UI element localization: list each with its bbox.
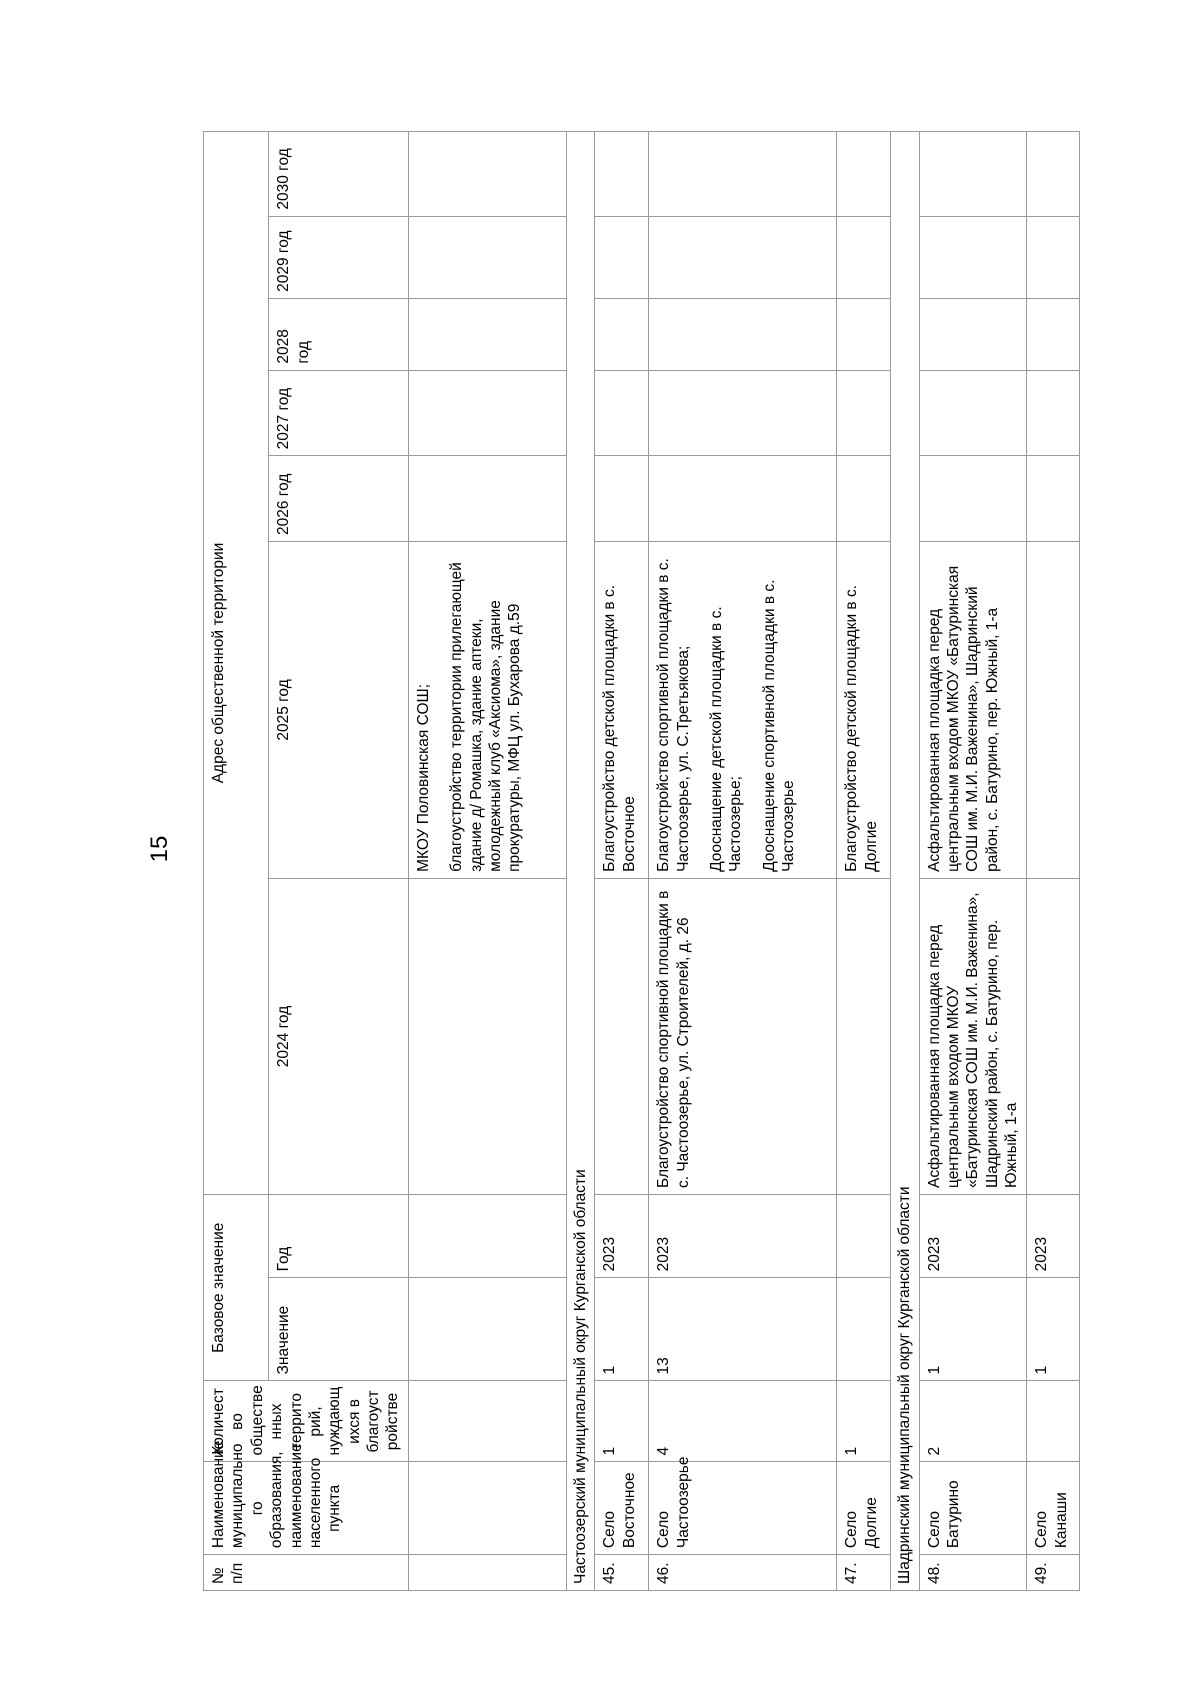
intro-2025-text: благоустройство территории прилегающей здание д/ Ромашка, здание аптеки, молодежный клуб «Аксиома», здание прокуратуры, МФЦ ул. Бухарова д.59 xyxy=(448,562,524,872)
header-num: № п/п xyxy=(204,1555,409,1591)
row-num: 48. xyxy=(919,1555,1027,1591)
row-2025-text: Дооснащение детской площадки в с. Частоозерье; xyxy=(707,606,745,872)
header-year-2026: 2026 год xyxy=(269,456,408,542)
row-2025 xyxy=(1027,541,1080,878)
row-count: 4 xyxy=(649,1381,837,1462)
row-2024 xyxy=(649,878,837,1194)
row-base-value: 1 xyxy=(1027,1278,1080,1381)
row-2025-text: Благоустройство спортивной площадки в с. Частоозерье, ул. С.Третьякова; xyxy=(655,558,692,872)
row-2025 xyxy=(837,541,891,878)
header-row-1 xyxy=(204,132,269,1591)
header-year-2029: 2029 год xyxy=(269,216,408,298)
row-base-year xyxy=(837,1195,891,1278)
header-year-2027: 2027 год xyxy=(269,370,408,456)
row-base-value: 1 xyxy=(919,1278,1027,1381)
row-2024-text: Благоустройство спортивной площадки в с. Частоозерье, ул. Строителей, д. 26 xyxy=(655,890,692,1189)
row-2024 xyxy=(919,878,1027,1194)
header-base: Базовое значение xyxy=(204,1195,269,1381)
header-base-year: Год xyxy=(269,1195,408,1278)
row-num: 45. xyxy=(595,1555,649,1591)
row-base-year: 2023 xyxy=(1027,1195,1080,1278)
page-number: 15 xyxy=(146,835,173,863)
header-row-2 xyxy=(269,132,408,1591)
row-count: 1 xyxy=(837,1381,891,1462)
row-count xyxy=(1027,1381,1080,1462)
row-2025-text: Асфальтированная площадка перед центральным входом МКОУ «Батуринская СОШ им. М.И. Важенина», Шадринский район, с. Батурино, пер. Южный, 1-а xyxy=(925,565,1001,872)
row-2024 xyxy=(837,878,891,1194)
header-count: Количест во обществе нных террито рий, нуждающ ихся в благоуст ройстве xyxy=(204,1381,409,1462)
row-count: 2 xyxy=(919,1381,1027,1462)
header-year-2030: 2030 год xyxy=(269,132,408,217)
header-year-2025: 2025 год xyxy=(269,541,408,878)
intro-2025-text: МКОУ Половинская СОШ; xyxy=(414,683,432,872)
row-2025 xyxy=(595,541,649,878)
row-num: 49. xyxy=(1027,1555,1080,1591)
section-title: Шадринский муниципальный округ Курганской области xyxy=(891,132,919,1591)
row-base-value xyxy=(837,1278,891,1381)
section-row xyxy=(566,132,594,1591)
row-name: Село Частоозерье xyxy=(649,1462,837,1555)
header-base-value: Значение xyxy=(269,1278,408,1381)
row-2025 xyxy=(919,541,1027,878)
row-base-year: 2023 xyxy=(649,1195,837,1278)
intro-2025-cell xyxy=(408,541,566,878)
row-2025-text: Благоустройство детской площадки в с. Долгие xyxy=(843,584,880,872)
table-row xyxy=(919,132,1027,1591)
row-2025 xyxy=(649,541,837,878)
row-2025-text: Дооснащение спортивной площадки в с. Частоозерье xyxy=(760,579,797,872)
header-year-2028: 2028 год xyxy=(269,298,408,370)
row-name: Село Батурино xyxy=(919,1462,1027,1555)
header-address: Адрес общественной территории xyxy=(204,132,269,1195)
table-row xyxy=(595,132,649,1591)
header-year-2024: 2024 год xyxy=(269,878,408,1194)
row-count: 1 xyxy=(595,1381,649,1462)
table-row xyxy=(649,132,837,1591)
row-2024 xyxy=(595,878,649,1194)
row-2024-text: Асфальтированная площадка перед центральным входом МКОУ «Батуринская СОШ им. М.И. Важенина», Шадринский район, с. Батурино, пер. Южный, 1-а xyxy=(925,892,1020,1189)
section-row xyxy=(891,132,919,1591)
row-2024 xyxy=(1027,878,1080,1194)
row-base-year: 2023 xyxy=(595,1195,649,1278)
row-base-year: 2023 xyxy=(919,1195,1027,1278)
row-2025-text: Благоустройство детской площадки в с. Восточное xyxy=(601,584,638,872)
row-base-value: 1 xyxy=(595,1278,649,1381)
table-row xyxy=(1027,132,1080,1591)
row-num: 46. xyxy=(649,1555,837,1591)
row-num: 47. xyxy=(837,1555,891,1591)
row-name: Село Долгие xyxy=(837,1462,891,1555)
row-name: Село Восточное xyxy=(595,1462,649,1555)
section-title: Частоозерский муниципальный округ Курганской области xyxy=(566,132,594,1591)
header-name: Наименование муниципально го образования, наименование населенного пункта xyxy=(204,1462,409,1555)
table-row xyxy=(837,132,891,1591)
row-name: Село Канаши xyxy=(1027,1462,1080,1555)
intro-row xyxy=(408,132,566,1591)
rotated-page-content xyxy=(203,131,1143,1591)
public-territories-table xyxy=(203,131,1080,1591)
row-base-value: 13 xyxy=(649,1278,837,1381)
